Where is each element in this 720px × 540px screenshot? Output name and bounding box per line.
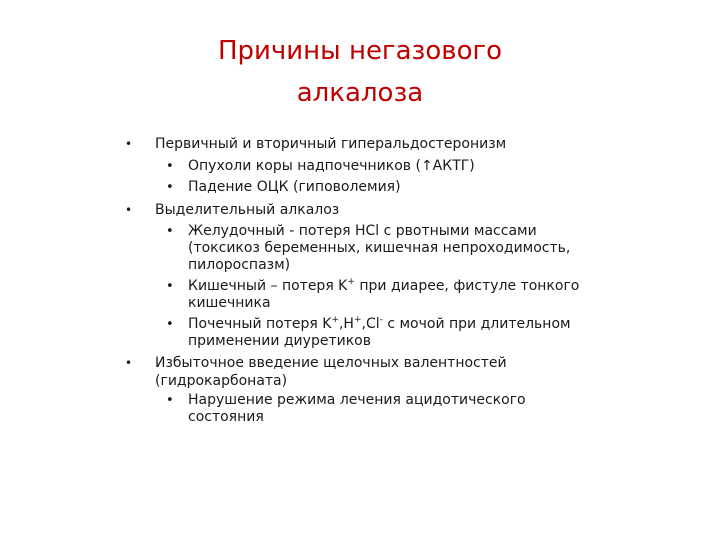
bullet-icon: • xyxy=(166,317,174,332)
bullet-icon: • xyxy=(166,393,174,408)
list-item-text: Избыточное введение щелочных валентностей (гидрокарбоната) xyxy=(155,355,507,389)
sub-list-item xyxy=(0,223,598,274)
sub-list-item-text: Опухоли коры надпочечников (↑АКТГ) xyxy=(188,157,475,174)
list-item-text: Выделительный алкалоз xyxy=(155,201,340,218)
sub-list-item xyxy=(0,316,598,350)
sub-list-item-text: Нарушение режима лечения ацидотического состояния xyxy=(188,392,526,425)
bullet-icon: • xyxy=(125,356,133,370)
bullet-icon: • xyxy=(166,279,174,294)
slide-title-line-2: алкалоза xyxy=(296,78,424,108)
sub-list-item-text: Падение ОЦК (гиповолемия) xyxy=(188,178,401,195)
sub-list-item xyxy=(0,278,598,312)
bullet-icon: • xyxy=(166,158,174,174)
bullet-icon: • xyxy=(125,202,133,217)
bullet-icon: • xyxy=(166,224,174,239)
sub-list-item-text: Почечный потеря K+,H+,Cl- с мочой при длительном применении диуретиков xyxy=(188,315,571,349)
bullet-icon: • xyxy=(166,179,174,195)
list-item-text: Первичный и вторичный гиперальдостеронизм xyxy=(155,136,507,152)
sub-list-item-text: Кишечный – потеря K+ при диарее, фистуле тонкого кишечника xyxy=(188,277,580,311)
list-item xyxy=(0,134,595,156)
bullet-icon: • xyxy=(125,137,133,151)
sub-list-item xyxy=(0,179,598,196)
sub-list-item xyxy=(0,392,598,426)
list-item xyxy=(0,200,595,222)
slide-title-line-1: Причины негазового xyxy=(217,36,503,66)
sub-list-item xyxy=(0,158,598,175)
list-item xyxy=(0,354,595,390)
slide-title xyxy=(150,30,570,114)
bullet-list xyxy=(0,134,720,430)
sub-list-item-text: Желудочный - потеря HCl с рвотными массами (токсикоз беременных, кишечная непроходимость, пилороспазм) xyxy=(188,223,571,273)
